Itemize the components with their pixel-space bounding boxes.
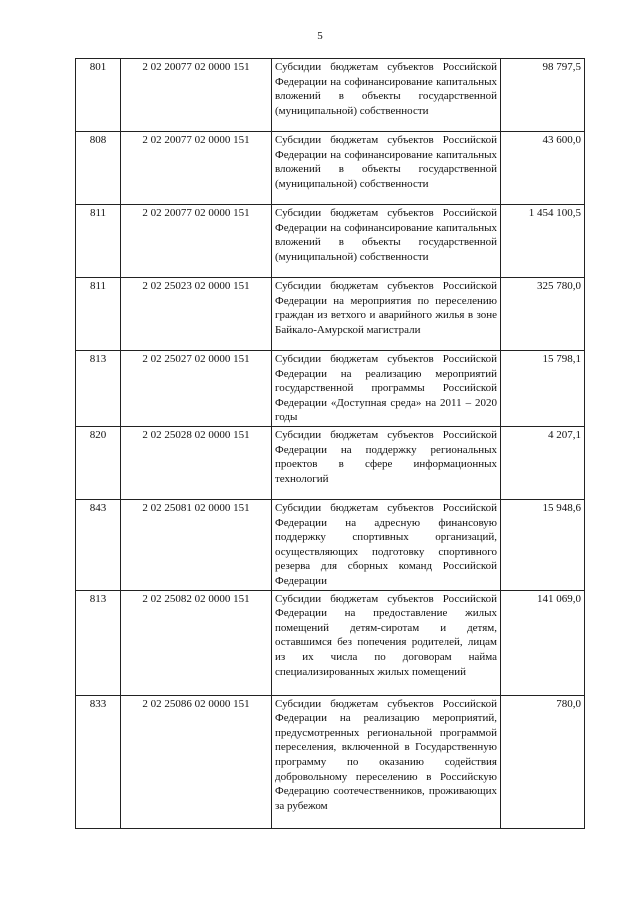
budget-class-code-cell: 2 02 20077 02 0000 151 xyxy=(121,205,272,278)
table-row xyxy=(76,132,585,205)
table-row xyxy=(76,499,585,590)
income-name-cell: Субсидии бюджетам субъектов Российской Федерации на мероприятия по переселению граждан из ветхого и аварийного жилья в зоне Байкало-Амурской магистрали xyxy=(272,278,501,351)
amount-cell: 15 798,1 xyxy=(501,351,585,427)
amount-cell: 15 948,6 xyxy=(501,499,585,590)
budget-class-code-cell: 2 02 20077 02 0000 151 xyxy=(121,132,272,205)
budget-class-code-cell: 2 02 25081 02 0000 151 xyxy=(121,499,272,590)
budget-class-code-cell: 2 02 20077 02 0000 151 xyxy=(121,59,272,132)
page-number: 5 xyxy=(317,30,323,42)
table-row xyxy=(76,278,585,351)
budget-class-code-cell: 2 02 25028 02 0000 151 xyxy=(121,426,272,499)
admin-code-cell: 801 xyxy=(76,59,121,132)
table-row xyxy=(76,695,585,828)
admin-code-cell: 813 xyxy=(76,590,121,695)
income-name-cell: Субсидии бюджетам субъектов Российской Федерации на реализацию мероприятий государственной программы Российской Федерации «Доступная среда» на 2011 – 2020 годы xyxy=(272,351,501,427)
income-name-cell: Субсидии бюджетам субъектов Российской Федерации на реализацию мероприятий, предусмотренных региональной программой переселения, включенной в Государственную программу по оказанию содействия добровольному переселению в Российскую Федерацию соотечественников, проживающих за рубежом xyxy=(272,695,501,828)
amount-cell: 43 600,0 xyxy=(501,132,585,205)
admin-code-cell: 820 xyxy=(76,426,121,499)
admin-code-cell: 833 xyxy=(76,695,121,828)
income-name-cell: Субсидии бюджетам субъектов Российской Федерации на поддержку региональных проектов в сфере информационных технологий xyxy=(272,426,501,499)
income-name-cell: Субсидии бюджетам субъектов Российской Федерации на софинансирование капитальных вложений в объекты государственной (муниципальной) собственности xyxy=(272,59,501,132)
budget-class-code-cell: 2 02 25023 02 0000 151 xyxy=(121,278,272,351)
budget-class-code-cell: 2 02 25027 02 0000 151 xyxy=(121,351,272,427)
table-row xyxy=(76,590,585,695)
income-name-cell: Субсидии бюджетам субъектов Российской Федерации на предоставление жилых помещений детям-сиротам и детям, оставшимся без попечения родителей, лицам из их числа по договорам найма специализированных жилых помещений xyxy=(272,590,501,695)
admin-code-cell: 813 xyxy=(76,351,121,427)
amount-cell: 780,0 xyxy=(501,695,585,828)
budget-class-code-cell: 2 02 25082 02 0000 151 xyxy=(121,590,272,695)
admin-code-cell: 843 xyxy=(76,499,121,590)
amount-cell: 141 069,0 xyxy=(501,590,585,695)
income-name-cell: Субсидии бюджетам субъектов Российской Федерации на адресную финансовую поддержку спортивных организаций, осуществляющих подготовку спортивного резерва для сборных команд Российской Федерации xyxy=(272,499,501,590)
table-row xyxy=(76,59,585,132)
amount-cell: 1 454 100,5 xyxy=(501,205,585,278)
table-row xyxy=(76,205,585,278)
income-name-cell: Субсидии бюджетам субъектов Российской Федерации на софинансирование капитальных вложений в объекты государственной (муниципальной) собственности xyxy=(272,205,501,278)
budget-table xyxy=(75,58,585,829)
amount-cell: 98 797,5 xyxy=(501,59,585,132)
amount-cell: 4 207,1 xyxy=(501,426,585,499)
table-row xyxy=(76,426,585,499)
admin-code-cell: 811 xyxy=(76,205,121,278)
budget-class-code-cell: 2 02 25086 02 0000 151 xyxy=(121,695,272,828)
income-name-cell: Субсидии бюджетам субъектов Российской Федерации на софинансирование капитальных вложений в объекты государственной (муниципальной) собственности xyxy=(272,132,501,205)
admin-code-cell: 811 xyxy=(76,278,121,351)
table-body xyxy=(76,59,585,829)
amount-cell: 325 780,0 xyxy=(501,278,585,351)
admin-code-cell: 808 xyxy=(76,132,121,205)
table-row xyxy=(76,351,585,427)
